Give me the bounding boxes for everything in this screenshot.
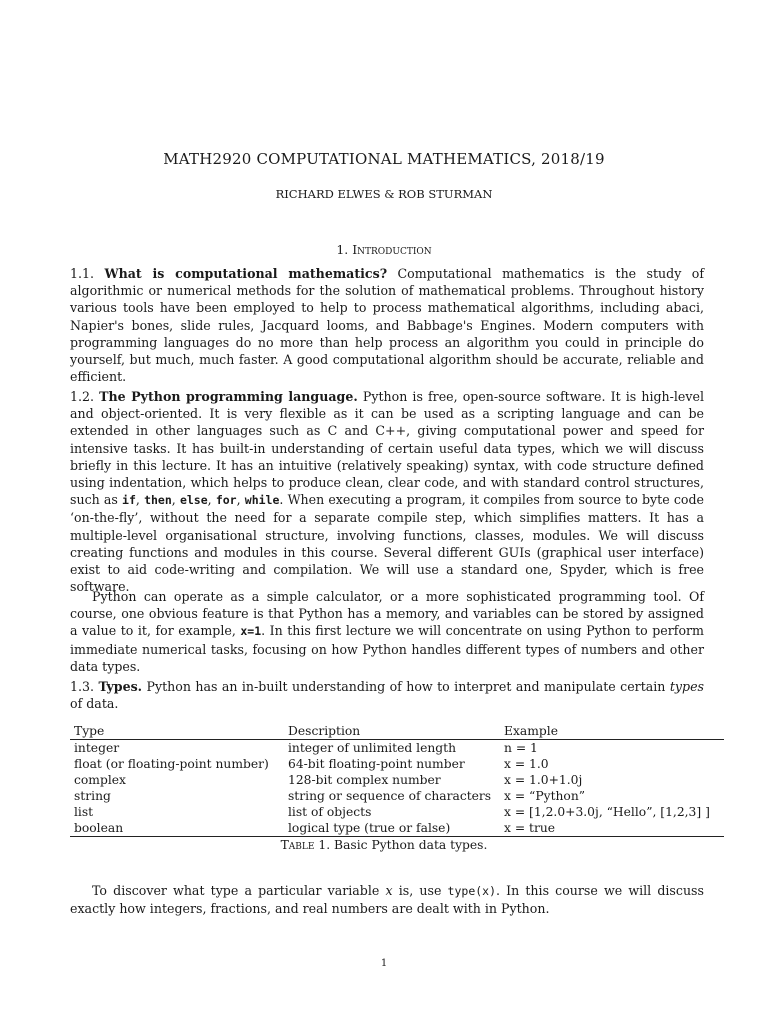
subsection-number: 1.1. — [70, 266, 95, 281]
table-header-row — [70, 722, 724, 740]
code-keyword: then — [144, 493, 172, 508]
paragraph-text: Python is free, open-source software. It is high-level and object-oriented. It is very flexible as it can be used as a scripting language and can be extended in other languages such as C and C++, giving computational power and speed for intensive tasks. It has built-in understanding of certain useful data types, which we will discuss briefly in this lecture. It has an intuitive (relatively speaking) syntax, with code structure defined using indentation, which helps to produce clean, clear code, and with standard control structures, such as — [70, 389, 704, 508]
paragraph-text: Computational mathematics is the study of algorithmic or numerical methods for the solution of mathematical problems. Throughout history various tools have been employed to help to process mathematical algorithms, including abaci, Napier's bones, slide rules, Jacquard looms, and Babbage's Engines. Modern computers with programming languages do no more than help process an algorithm you could in principle do yourself, but much, much faster. A good computational algorithm should be accurate, reliable and efficient. — [70, 266, 704, 385]
paragraph-text: To discover what type a particular variable — [92, 883, 380, 898]
code-keyword: else — [179, 493, 208, 508]
code-keyword: if — [122, 493, 136, 508]
paragraph-text: When executing a program, it compiles from source to byte code ‘on-the-fly’, without the need for a separate compile step, which simplifies matters. It has a multiple-level organisational structure, involving functions, classes, modules. We will discuss creating functions and modules in this course. Several different GUIs (graphical user interface) exist to aid code-writing and compilation. We will use a standard one, Spyder, which is free software. — [70, 492, 704, 595]
subsection-number: 1.3. — [70, 679, 95, 694]
table-cell: x = [1,2.0+3.0j, “Hello”, [1,2,3] ] — [504, 805, 710, 819]
math-variable: x — [385, 883, 393, 898]
table-row — [70, 756, 724, 772]
section-heading: 1. Introduction — [336, 242, 432, 257]
caption-label: Table 1. — [280, 838, 331, 852]
table-cell: logical type (true or false) — [288, 821, 451, 835]
emphasis-text: types — [669, 679, 704, 694]
code-keyword: while — [244, 493, 280, 508]
table-cell: 128-bit complex number — [288, 773, 441, 787]
table-cell: integer of unlimited length — [288, 741, 457, 755]
table-row — [70, 740, 724, 757]
paragraph-text: Python can operate as a simple calculator, or a more sophisticated programming tool. Of course, one obvious feature is that Python has a memory, and variables can be stored by assigned a value to it, for example, — [70, 589, 704, 639]
subsection-1-3 — [70, 678, 704, 712]
column-header: Example — [504, 723, 558, 738]
inline-code: type(x) — [447, 884, 497, 898]
subsection-heading: What is computational mathematics? — [104, 266, 388, 281]
column-header: Description — [288, 723, 361, 738]
subsection-number: 1.2. — [70, 389, 95, 404]
table-cell: x = “Python” — [504, 789, 586, 803]
document-title: MATH2920 COMPUTATIONAL MATHEMATICS, 2018/19 — [163, 150, 605, 168]
subsection-1-2: 1.2. The Python programming language. Python is free, open-source software. It is high-level and object-oriented. It is very flexible as it can be used as a scripting language and can be extended in other languages such as C and C++, giving computational power and speed for intensive tasks. It has built-in understanding of certain useful data types, which we will discuss briefly in this lecture. It has an intuitive (relatively speaking) syntax, with code structure defined using indentation, which helps to produce clean, clear code, and with standard control structures, such as if, then, else, for, while. When executing a program, it compiles from source to byte code ‘on-the-fly’, without the need for a separate compile step, which simplifies matters. It has a multiple-level organisational structure, involving functions, classes, modules. We will discuss creating functions and modules in this course. Several different GUIs (graphical user interface) exist to aid code-writing and compilation. We will use a standard one, Spyder, which is free software. — [70, 389, 704, 595]
subsection-1-1 — [70, 265, 704, 385]
table-cell: x = 1.0 — [504, 757, 549, 771]
table-cell: boolean — [74, 821, 124, 835]
table-cell: n = 1 — [504, 741, 538, 755]
table-cell: string or sequence of characters — [288, 789, 492, 803]
subsection-heading: Types. — [98, 679, 143, 694]
inline-code: x=1 — [240, 624, 262, 639]
table-cell: list of objects — [288, 805, 372, 819]
table-cell: integer — [74, 741, 120, 755]
table-cell: x = true — [504, 821, 556, 835]
column-header: Type — [74, 723, 105, 738]
table-cell: string — [74, 789, 111, 803]
table-row — [70, 772, 724, 788]
paragraph-python-calculator — [70, 588, 704, 675]
table-caption — [0, 838, 768, 852]
table-row — [70, 820, 724, 837]
subsection-heading: The Python programming language. — [99, 389, 358, 404]
caption-text: Basic Python data types. — [334, 838, 488, 852]
document-authors: RICHARD ELWES & ROB STURMAN — [275, 187, 493, 201]
paragraph-text: is, use — [398, 883, 442, 898]
page-number: 1 — [380, 958, 388, 969]
table-cell: x = 1.0+1.0j — [504, 773, 583, 787]
table-cell: complex — [74, 773, 126, 787]
paragraph-text: Python has an in-built understanding of how to interpret and manipulate certain — [146, 679, 666, 694]
python-types-table — [70, 722, 724, 837]
table-cell: list — [74, 805, 94, 819]
table-row — [70, 788, 724, 804]
paragraph-text: of data. — [70, 696, 119, 712]
table-cell: float (or floating-point number) — [74, 757, 269, 771]
paragraph-text: . In this first lecture we will concentrate on using Python to perform immediate numerical tasks, focusing on how Python handles different types of numbers and other data types. — [70, 623, 704, 674]
table-cell: 64-bit floating-point number — [288, 757, 465, 771]
table-row — [70, 804, 724, 820]
code-keyword: for — [215, 493, 237, 508]
paragraph-text: . In this course we will discuss exactly how integers, fractions, and real numbers are dealt with in Python. — [70, 883, 704, 917]
closing-paragraph — [70, 882, 704, 917]
